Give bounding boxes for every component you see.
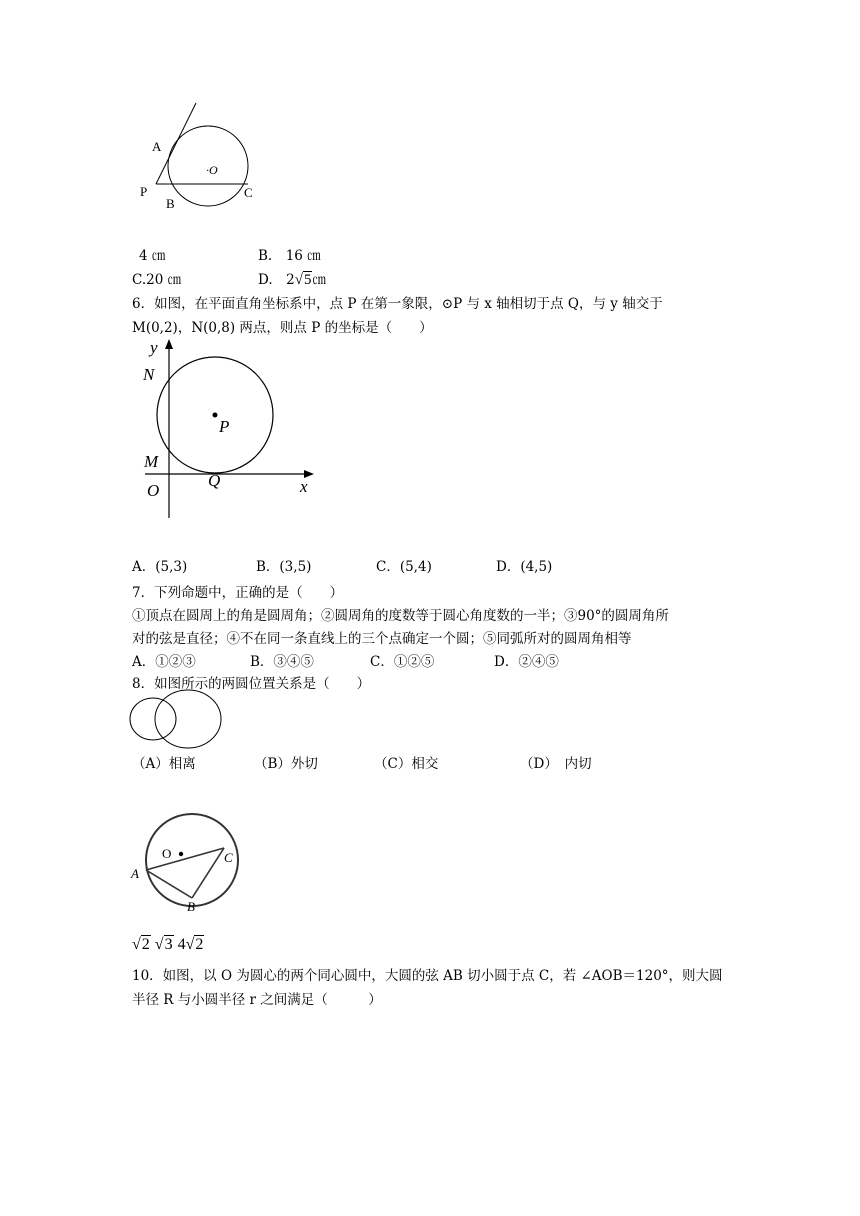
label-o: O: [162, 846, 172, 861]
q9-radicand-3: 2: [195, 936, 204, 953]
q7-option-a: A．①②③: [132, 654, 196, 670]
label-b: B: [187, 899, 195, 914]
q10-stem-line1: 10．如图，以 O 为圆心的两个同心圆中，大圆的弦 AB 切小圆于点 C，若 ∠AOB＝120°，则大圆: [132, 968, 723, 984]
center-p: [213, 413, 218, 418]
label-b: B: [166, 196, 175, 211]
q7-line1: ①顶点在圆周上的角是圆周角；②圆周角的度数等于圆心角度数的一半；③90°的圆周角所: [132, 608, 669, 624]
label-c: C: [244, 185, 253, 200]
label-x: x: [300, 477, 308, 496]
q9-coefficient: 4: [177, 936, 186, 953]
q5-option-b: B. 16 ㎝: [258, 248, 321, 264]
q6-stem-line1: 6．如图，在平面直角坐标系中，点 P 在第一象限，⊙P 与 x 轴相切于点 Q，与 y 轴交于: [132, 296, 663, 312]
label-y: y: [150, 338, 158, 357]
label-q: Q: [208, 471, 221, 490]
q7-option-b: B．③④⑤: [250, 654, 314, 670]
q6-stem-line2: M(0,2)，N(0,8) 两点，则点 P 的坐标是（ ）: [132, 320, 433, 336]
label-p: P: [219, 417, 230, 436]
q7-line2: 对的弦是直径；④不在同一条直线上的三个点确定一个圆；⑤同弧所对的圆周角相等: [132, 631, 632, 647]
label-a: A: [152, 139, 162, 154]
tangent-circle-figure: [130, 98, 270, 213]
q8-stem: 8．如图所示的两圆位置关系是（ ）: [132, 676, 371, 692]
q5-option-d-radicand: 5: [303, 272, 312, 288]
q8-option-c: （C）相交: [374, 756, 439, 772]
label-n: N: [143, 365, 155, 384]
q9-radicand-2: 3: [164, 936, 173, 953]
q6-option-b: B．(3,5): [256, 559, 312, 575]
center-o: [179, 852, 183, 856]
large-circle: [155, 690, 221, 748]
q6-option-c: C．(5,4): [376, 559, 432, 575]
q9-radicals: √2 √3 4√2: [132, 936, 204, 953]
q8-option-b: （B）外切: [254, 756, 318, 772]
label-o: O: [147, 481, 160, 500]
q6-option-d: D．(4,5): [496, 559, 553, 575]
q5-option-d: D. 2√5㎝: [258, 272, 326, 288]
q9-radicand-1: 2: [141, 936, 150, 953]
label-p: P: [140, 184, 148, 199]
label-a: A: [131, 866, 139, 881]
q5-option-d-unit: ㎝: [312, 272, 326, 288]
q5-option-a: 4 ㎝: [139, 248, 166, 264]
coordinate-figure: [140, 335, 320, 525]
q8-option-d: （D） 内切: [520, 756, 592, 772]
q5-option-d-prefix: D. 2: [258, 272, 295, 288]
y-axis-arrow: [165, 339, 173, 349]
q7-option-c: C．①②⑤: [370, 654, 435, 670]
q7-option-d: D．②④⑤: [494, 654, 559, 670]
small-circle: [130, 698, 176, 740]
label-o: ·O: [206, 163, 218, 177]
q10-stem-line2: 半径 R 与小圆半径 r 之间满足（ ）: [132, 992, 382, 1008]
two-circles-figure: [128, 692, 228, 752]
q7-stem: 7．下列命题中，正确的是（ ）: [132, 585, 344, 601]
tangent-line: [156, 103, 196, 184]
inscribed-triangle-figure: [128, 812, 248, 912]
q6-option-a: A．(5,3): [132, 559, 188, 575]
label-c: C: [224, 850, 233, 865]
q5-option-c: C.20 ㎝: [132, 272, 182, 288]
label-m: M: [144, 452, 159, 471]
q8-option-a: （A）相离: [132, 756, 196, 772]
